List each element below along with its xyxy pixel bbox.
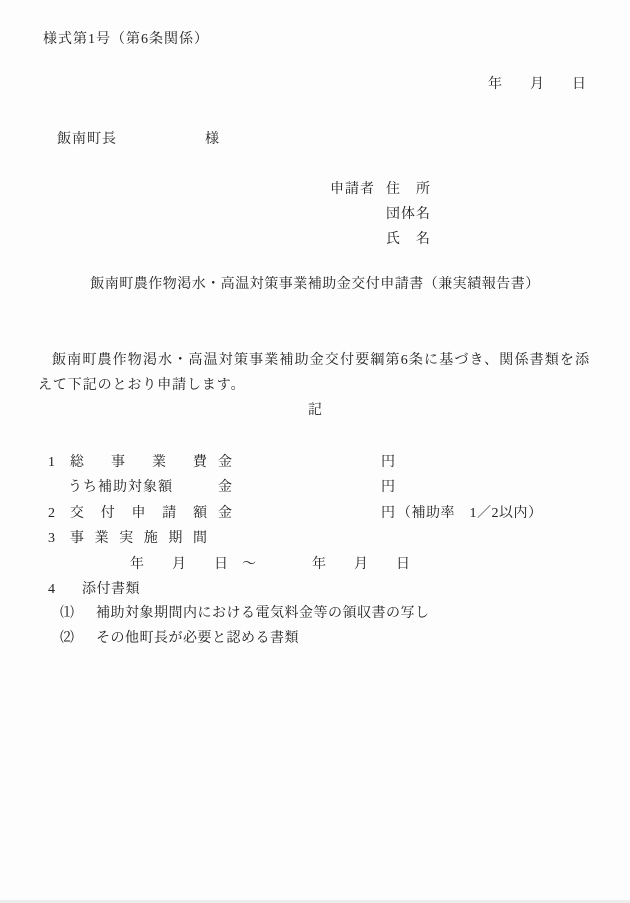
addressee-line	[0, 133, 630, 151]
item-number: 1	[48, 455, 55, 470]
applicant-organization-label: 団体名	[386, 207, 431, 222]
amount-prefix: 金	[218, 506, 232, 521]
amount-suffix: 円	[381, 480, 395, 495]
item-number: 2	[48, 506, 55, 521]
applicant-label: 申請者	[330, 182, 375, 197]
applicant-name-label: 氏 名	[386, 232, 431, 247]
item-label: うち補助対象額	[68, 480, 173, 495]
attachment-item-number: ⑵	[60, 631, 74, 646]
item-number: 4	[48, 582, 55, 597]
amount-suffix: 円	[381, 455, 395, 470]
item-label: 事業実施期間	[70, 531, 207, 546]
item-number: 3	[48, 531, 55, 546]
amount-prefix: 金	[218, 480, 232, 495]
date-placeholder: 年 月 日	[488, 77, 586, 92]
record-marker: 記	[308, 403, 322, 418]
addressee-honorific: 様	[205, 132, 219, 147]
attachment-item-text: 補助対象期間内における電気料金等の領収書の写し	[96, 606, 430, 621]
attachment-item-text: その他町長が必要と認める書類	[96, 631, 299, 646]
attachment-item-number: ⑴	[60, 606, 74, 621]
document-title: 飯南町農作物渇水・高温対策事業補助金交付申請書（兼実績報告書）	[90, 277, 540, 292]
amount-suffix: 円	[381, 506, 395, 521]
form-number: 様式第1号（第6条関係）	[43, 32, 209, 47]
amount-prefix: 金	[218, 455, 232, 470]
period-date-placeholder: 年 月 日 ～ 年 月 日	[130, 557, 410, 572]
applicant-address-label: 住 所	[386, 182, 431, 197]
subsidy-rate-note: （補助率 1／2以内）	[397, 506, 543, 521]
addressee-name: 飯南町長	[57, 132, 117, 147]
item-label: 総事業費	[70, 455, 207, 470]
attachments-label: 添付書類	[82, 582, 140, 597]
body-paragraph: 飯南町農作物渇水・高温対策事業補助金交付要綱第6条に基づき、関係書類を添えて下記のとおり申請します。	[38, 353, 590, 393]
item-label: 交付申請額	[70, 506, 207, 521]
